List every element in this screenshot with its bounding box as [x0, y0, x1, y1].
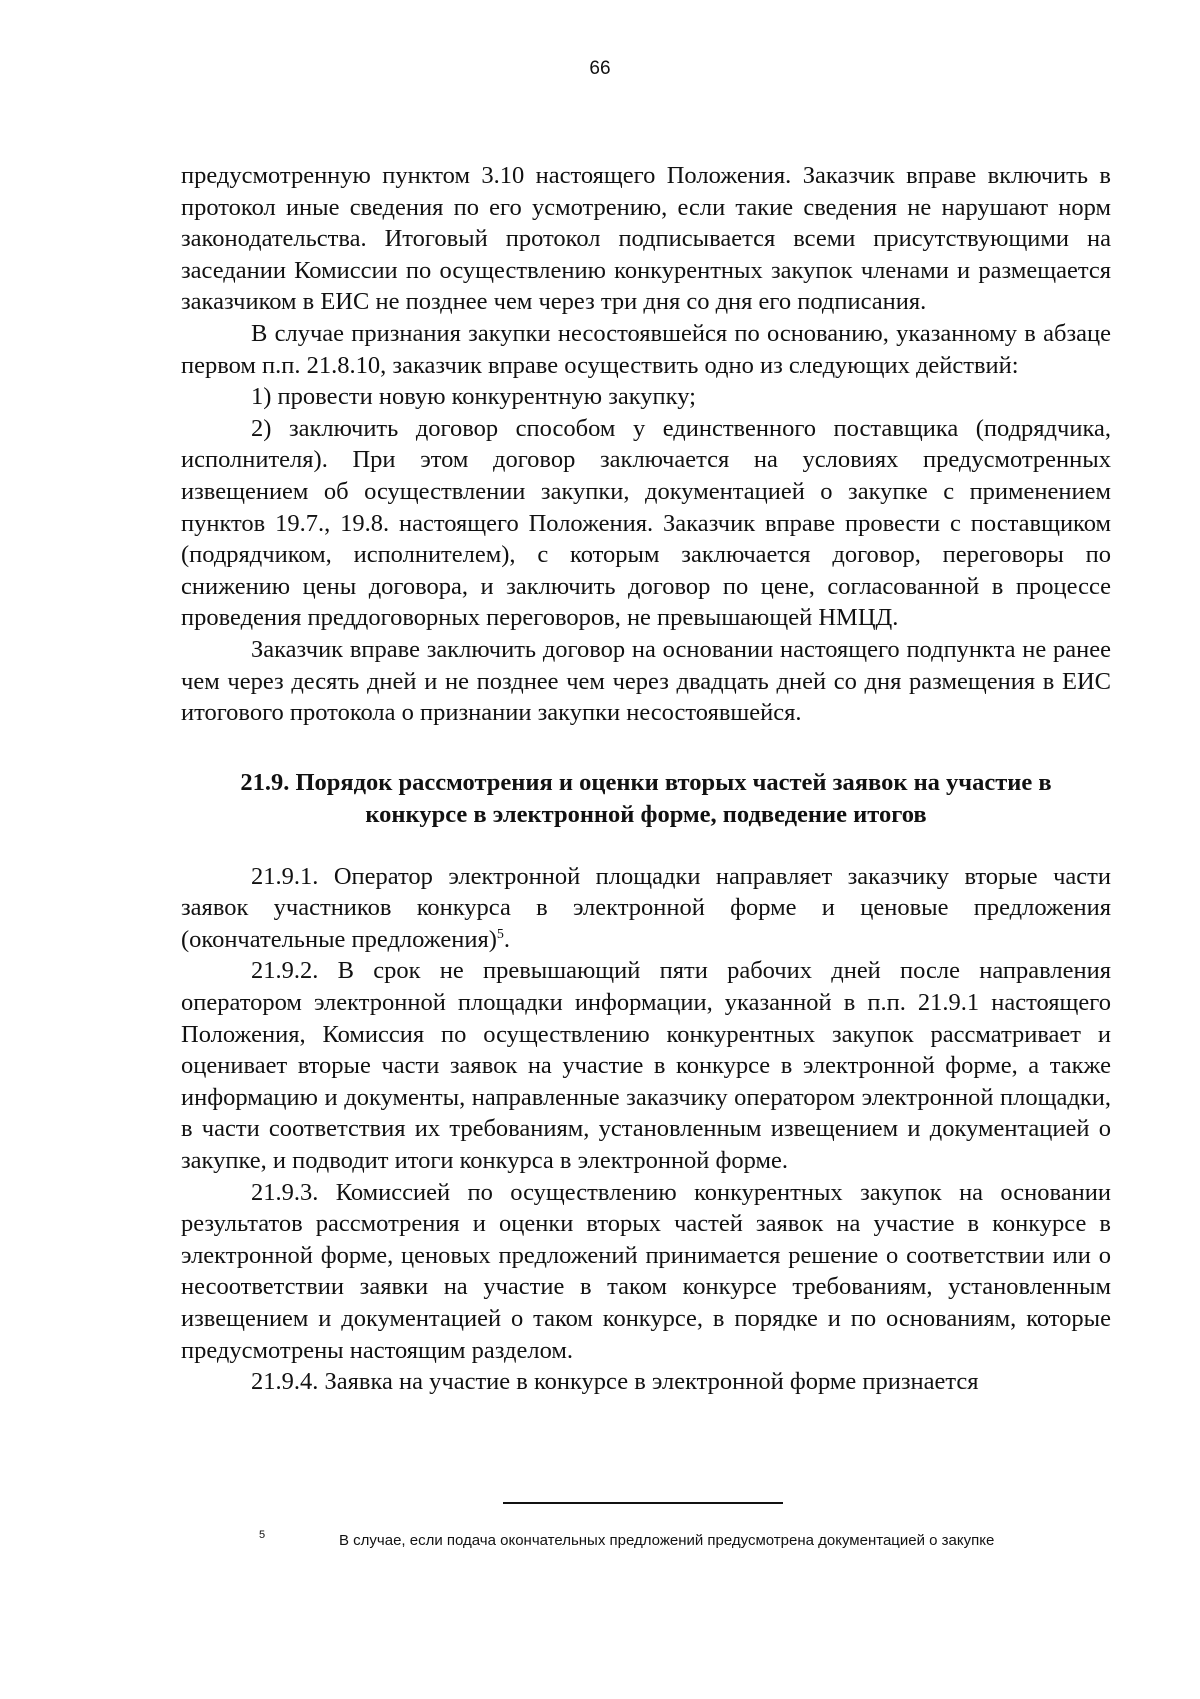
section-heading-line-2: конкурсе в электронной форме, подведение итогов: [365, 800, 927, 828]
paragraph-failed-procurement: В случае признания закупки несостоявшейся по основанию, указанному в абзаце первом п.п. 21.8.10, заказчик вправе осуществить одно из следующих действий:: [181, 319, 1111, 379]
footnote-divider: [503, 1502, 783, 1504]
paragraph-21-9-1-end: .: [503, 925, 511, 953]
paragraph-contract-timing: Заказчик вправе заключить договор на основании настоящего подпункта не ранее чем через десять дней и не позднее чем через двадцать дней со дня размещения в ЕИС итогового протокола о признании закупки несостоявшейся.: [181, 635, 1111, 727]
section-heading-line-1: 21.9. Порядок рассмотрения и оценки вторых частей заявок на участие в: [240, 768, 1052, 796]
page-number: 66: [589, 58, 611, 79]
paragraph-21-9-4: 21.9.4. Заявка на участие в конкурсе в электронной форме признается: [251, 1368, 979, 1396]
list-item-1: 1) провести новую конкурентную закупку;: [251, 383, 696, 411]
document-body: [181, 160, 1111, 1398]
paragraph-21-9-1: [181, 861, 1111, 956]
footnote-reference: 5: [496, 926, 504, 942]
footnote-number: 5: [259, 1529, 266, 1541]
paragraph-21-9-3: 21.9.3. Комиссией по осуществлению конкурентных закупок на основании результатов рассмотрения и оценки вторых частей заявок на участие в конкурсе в электронной форме, ценовых предложений принимается решение о соответствии или о несоответствии заявки на участие в таком конкурсе требованиям, установленным извещением и документацией о таком конкурсе, в порядке и по основаниям, которые предусмотрены настоящим разделом.: [181, 1178, 1111, 1364]
list-item-2: 2) заключить договор способом у единственного поставщика (подрядчика, исполнителя). При этом договор заключается на условиях предусмотренных извещением об осуществлении закупки, документацией о закупке с применением пунктов 19.7., 19.8. настоящего Положения. Заказчик вправе провести с поставщиком (подрядчиком, исполнителем), с которым заключается договор, переговоры по снижению цены договора, и заключить договор по цене, согласованной в процессе проведения преддоговорных переговоров, не превышающей НМЦД.: [181, 414, 1111, 632]
footnote-text: В случае, если подача окончательных предложений предусмотрена документацией о закупке: [339, 1532, 995, 1549]
paragraph-21-9-1-text: 21.9.1. Оператор электронной площадки направляет заказчику вторые части заявок участников конкурса в электронной форме и ценовые предложения (окончательные предложения): [181, 862, 1111, 953]
section-heading-21-9: [181, 767, 1111, 831]
paragraph-21-9-2: 21.9.2. В срок не превышающий пяти рабочих дней после направления оператором электронной площадки информации, указанной в п.п. 21.9.1 настоящего Положения, Комиссия по осуществлению конкурентных закупок рассматривает и оценивает вторые части заявок на участие в конкурсе в электронной форме, а также информацию и документы, направленные заказчику оператором электронной площадки, в части соответствия их требованиям, установленным извещением и документацией о закупке, и подводит итоги конкурса в электронной форме.: [181, 957, 1111, 1175]
paragraph-continuation: предусмотренную пунктом 3.10 настоящего Положения. Заказчик вправе включить в протокол иные сведения по его усмотрению, если такие сведения не нарушают норм законодательства. Итоговый протокол подписывается всеми присутствующими на заседании Комиссии по осуществлению конкурентных закупок членами и размещается заказчиком в ЕИС не позднее чем через три дня со дня его подписания.: [181, 162, 1111, 316]
